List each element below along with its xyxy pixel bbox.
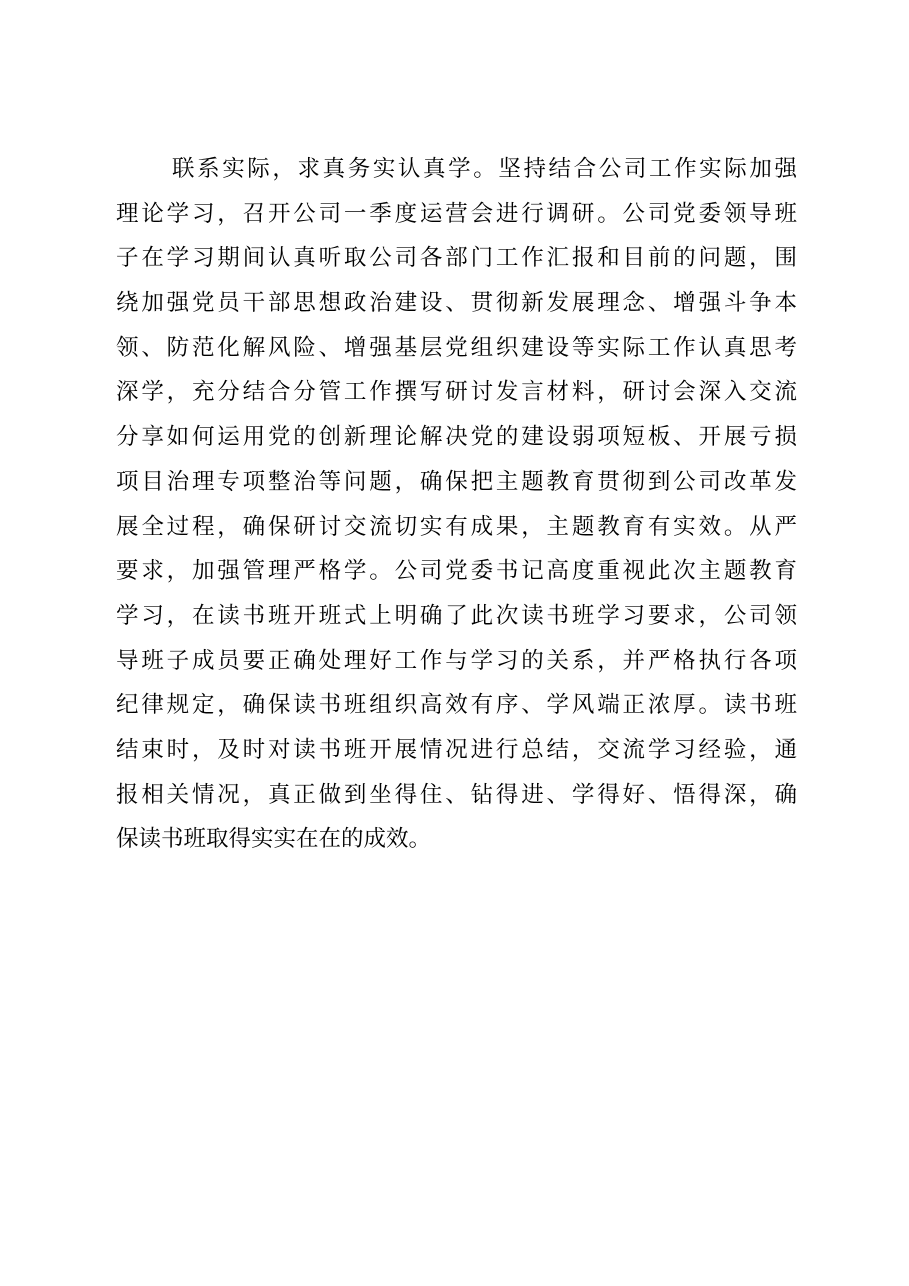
text-line: 结束时，及时对读书班开展情况进行总结，交流学习经验，通 [116,736,797,763]
text-line: 项目治理专项整治等问题，确保把主题教育贯彻到公司改革发 [116,468,797,495]
text-line: 纪律规定，确保读书班组织高效有序、学风端正浓厚。读书班 [116,692,797,719]
text-line: 报相关情况，真正做到坐得住、钻得进、学得好、悟得深，确 [116,781,797,808]
text-line: 分享如何运用党的创新理论解决党的建设弱项短板、开展亏损 [116,424,797,451]
text-line: 深学，充分结合分管工作撰写研讨发言材料，研讨会深入交流 [116,379,797,406]
text-line: 联系实际，求真务实认真学。坚持结合公司工作实际加强 [172,156,797,182]
text-line: 保读书班取得实实在在的成效。 [116,826,432,853]
text-line: 展全过程，确保研讨交流切实有成果，主题教育有实效。从严 [116,513,797,540]
text-line: 导班子成员要正确处理好工作与学习的关系，并严格执行各项 [116,647,797,674]
body-paragraph [116,147,797,862]
text-line: 学习，在读书班开班式上明确了此次读书班学习要求，公司领 [116,602,797,629]
text-line: 子在学习期间认真听取公司各部门工作汇报和目前的问题，围 [116,245,797,272]
text-line: 领、防范化解风险、增强基层党组织建设等实际工作认真思考 [116,334,797,361]
text-line: 要求，加强管理严格学。公司党委书记高度重视此次主题教育 [116,558,797,585]
text-line: 绕加强党员干部思想政治建设、贯彻新发展理念、增强斗争本 [116,290,797,317]
text-line: 理论学习，召开公司一季度运营会进行调研。公司党委领导班 [116,200,797,227]
